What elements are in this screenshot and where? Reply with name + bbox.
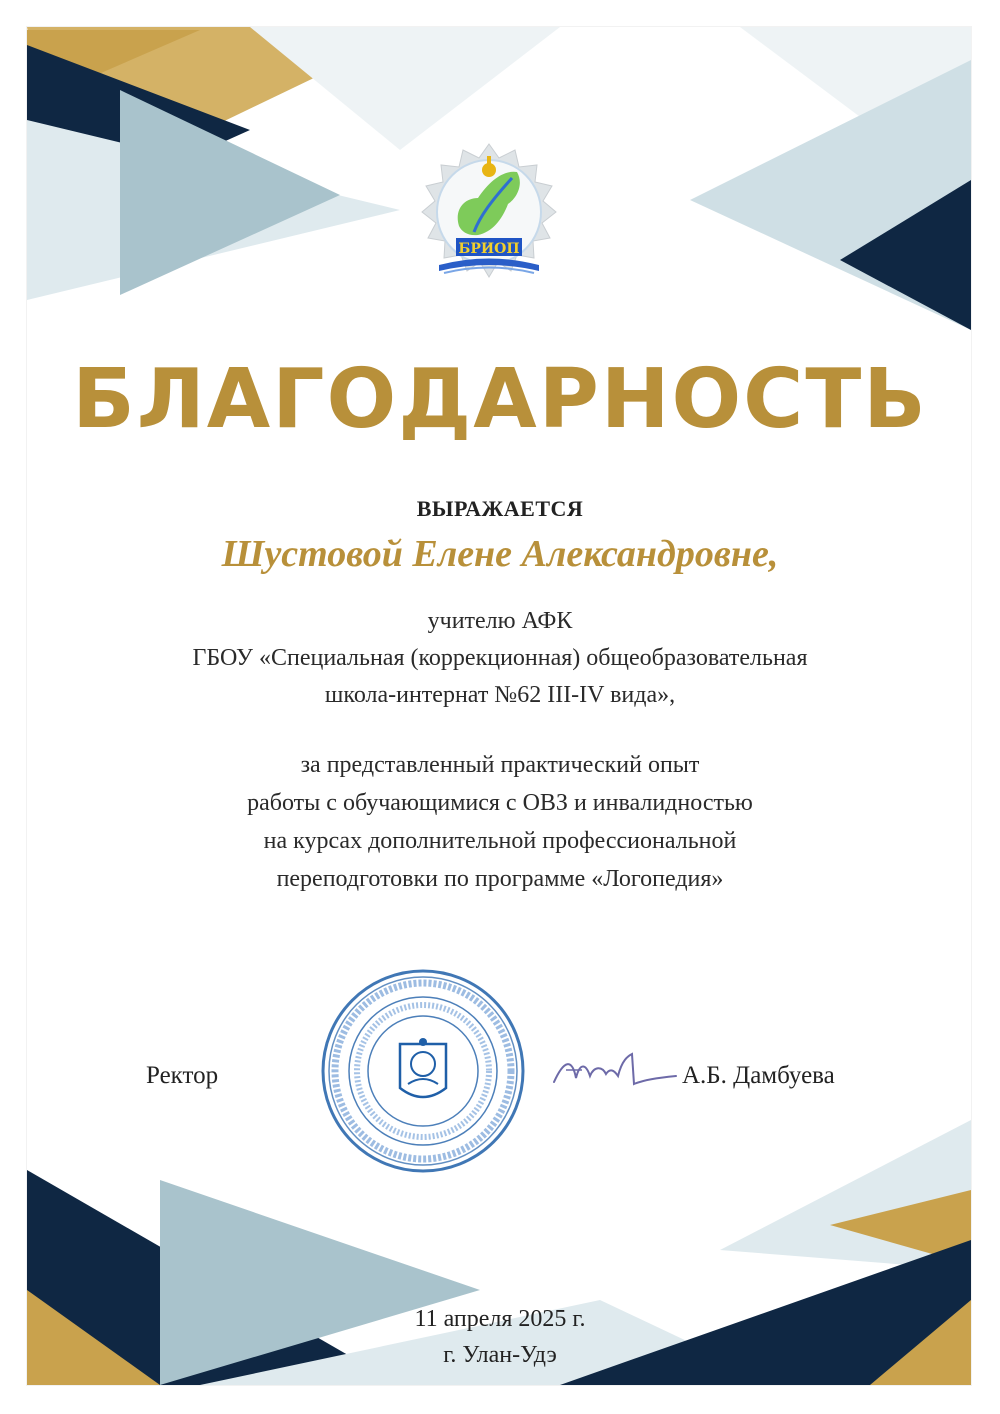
official-stamp-icon — [318, 966, 528, 1176]
reason-line: на курсах дополнительной профессиональной — [263, 828, 737, 854]
issue-city: г. Улан-Удэ — [443, 1342, 557, 1368]
signer-name: А.Б. Дамбуева — [682, 1062, 835, 1089]
position-line: учителю АФК — [427, 608, 573, 634]
logo-abbreviation: БРИОП — [458, 241, 520, 257]
reason-line: за представленный практический опыт — [300, 752, 700, 778]
recipient-name: Шустовой Елене Александровне, — [221, 533, 779, 575]
reason-line: переподготовки по программе «Логопедия» — [276, 866, 724, 892]
issue-date: 11 апреля 2025 г. — [414, 1306, 586, 1332]
position-line: школа-интернат №62 III-IV вида», — [324, 682, 676, 708]
handwritten-signature-icon — [546, 1040, 686, 1100]
reason-line: работы с обучающимися с ОВЗ и инвалидностью — [247, 790, 753, 816]
blue-triangle-left — [120, 90, 340, 295]
certificate-title: БЛАГОДАРНОСТЬ — [72, 352, 928, 447]
position-line: ГБОУ «Специальная (коррекционная) общеобразовательная — [192, 645, 808, 671]
expresses-label: ВЫРАЖАЕТСЯ — [416, 496, 584, 521]
institute-logo-icon — [404, 140, 574, 300]
pale-triangle-top — [250, 27, 560, 150]
signer-role: Ректор — [146, 1062, 219, 1089]
